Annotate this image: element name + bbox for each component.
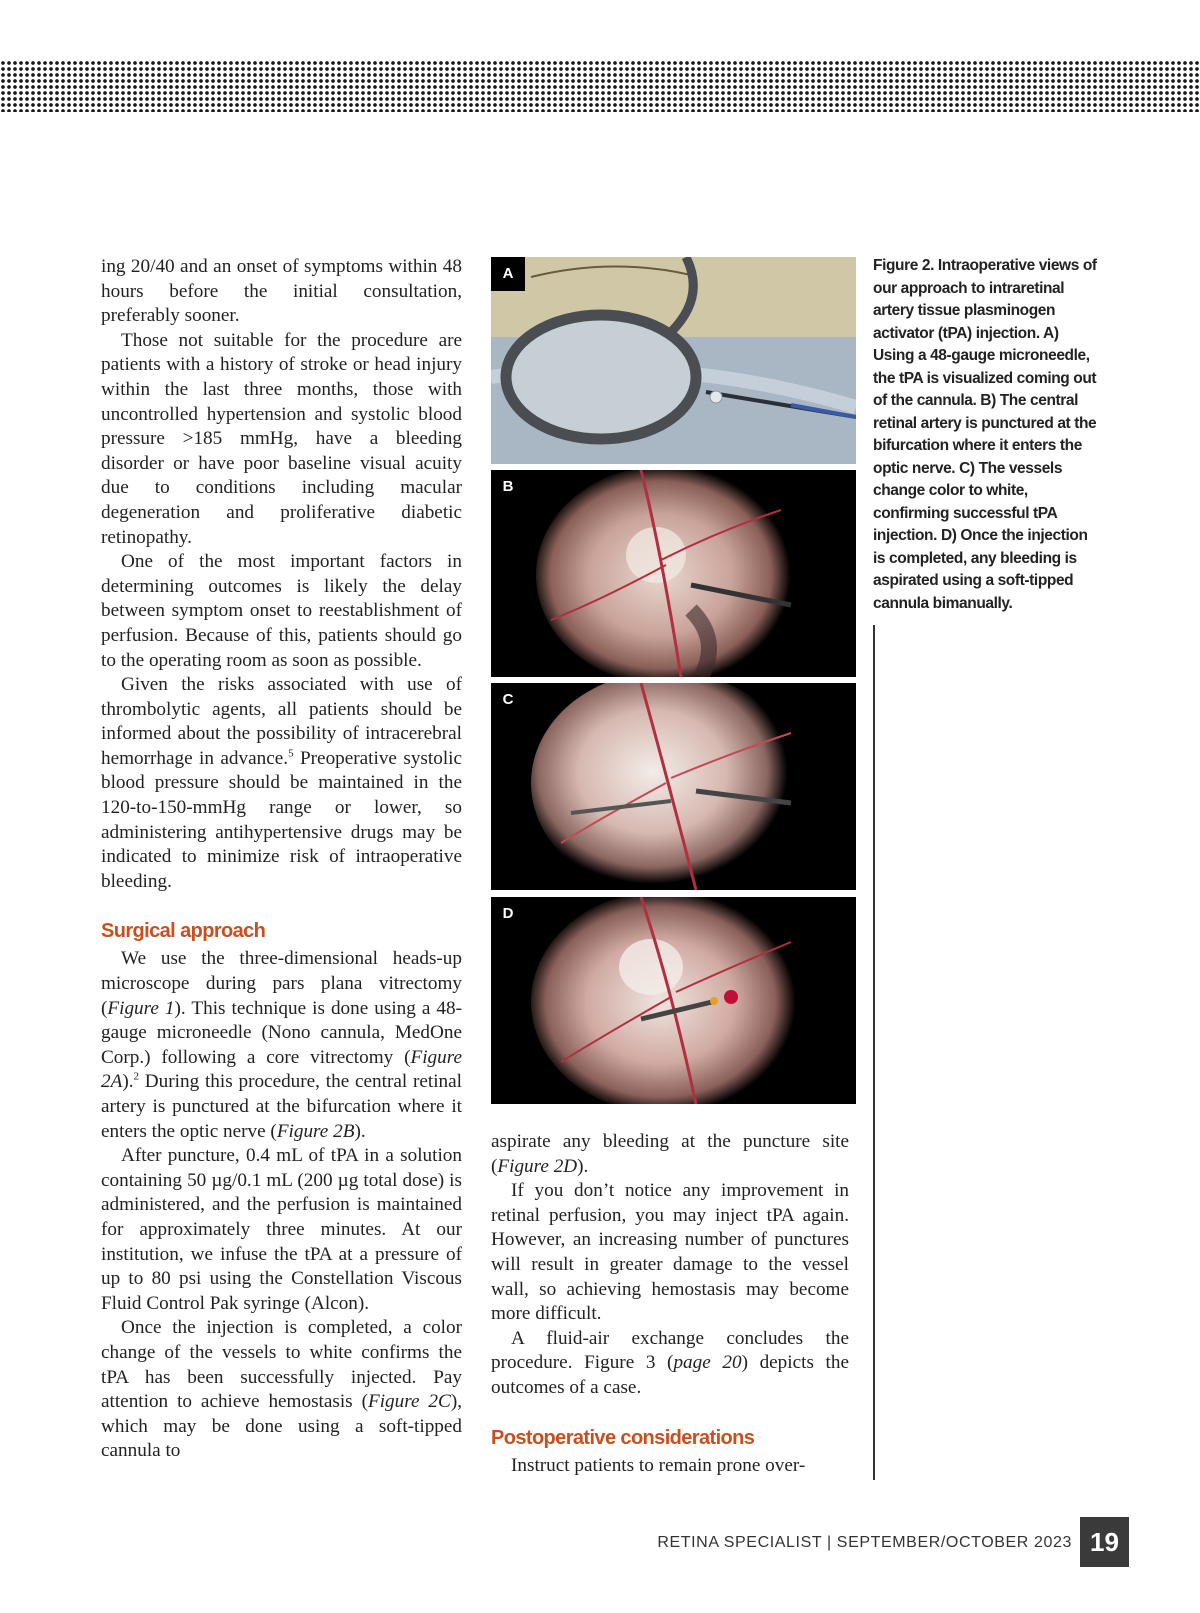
panel-label: B xyxy=(491,470,525,504)
dotted-header-band xyxy=(0,60,1200,112)
figure-panel-c-photo xyxy=(491,683,856,890)
reference-superscript: 2 xyxy=(133,1071,140,1084)
panel-label: D xyxy=(491,897,525,931)
page-number: 19 xyxy=(1080,1517,1129,1567)
text-run: ). This technique is done using a 48-gauge microneedle (Nono cannula, MedOne Corp.) following a core vitrectomy ( xyxy=(101,997,463,1068)
figure-reference: Figure 2A xyxy=(101,1046,462,1093)
text-run: ) depicts the outcomes of a case. xyxy=(491,1352,849,1398)
text-run: Preoperative systolic blood pressure should be maintained in the 120-to-150-mmHg range or lower, so administering antihypertensive drugs may be indicated to minimize risk of intraoperative bleeding. xyxy=(101,747,463,892)
paragraph: Instruct patients to remain prone over- xyxy=(511,1454,806,1476)
fundus-view-illustration xyxy=(491,683,856,890)
figure-reference: Figure 2C xyxy=(367,1391,451,1413)
figure-panel-a-photo xyxy=(491,257,856,464)
surgical-field-illustration xyxy=(491,257,856,464)
text-run: Given the risks associated with use of thrombolytic agents, all patients should be informed about the possibility of intracerebral hemorrhage in advance. xyxy=(101,674,462,769)
paragraph: After puncture, 0.4 mL of tPA in a solution containing 50 µg/0.1 mL (200 µg total dose) is administered, and the perfusion is maintained for approximately three minutes. At our institution, we infuse the tPA at a pressure of up to 80 psi using the Constellation Viscous Fluid Control Pak syringe (Alcon). xyxy=(101,1145,462,1314)
figure-panel-b-photo xyxy=(491,470,856,677)
paragraph xyxy=(491,1130,849,1179)
paragraph xyxy=(101,1316,462,1464)
section-heading-surgical-approach: Surgical approach xyxy=(101,920,266,943)
figure-caption: Figure 2. Intraoperative views of our approach to intraretinal artery tissue plasminogen activator (tPA) injection. A) Using a 48-gauge microneedle, the tPA is visualized coming out of the cannula. B) The central retinal artery is punctured at the bifurcation where it enters the optic nerve. C) The vessels change color to white, confirming successful tPA injection. D) Once the injection is completed, any bleeding is aspirated using a soft-tipped cannula bimanually. xyxy=(873,257,1097,612)
text-run: We use the three-dimensional heads-up microscope during pars plana vitrectomy ( xyxy=(101,948,462,1019)
figure-reference: Figure 2D xyxy=(497,1155,578,1177)
text-run: ), which may be done using a soft-tipped cannula to xyxy=(101,1391,462,1462)
panel-label: C xyxy=(491,683,525,717)
fundus-view-illustration xyxy=(491,897,856,1104)
panel-label: A xyxy=(491,257,525,291)
page-reference: page 20 xyxy=(673,1352,742,1374)
reference-superscript: 5 xyxy=(288,747,294,760)
figure-reference: Figure 1 xyxy=(107,997,175,1019)
footer-publication: RETINA SPECIALIST | SEPTEMBER/OCTOBER 2023 xyxy=(657,1534,1072,1551)
paragraph: Those not suitable for the procedure are patients with a history of stroke or head injury within the last three months, those with uncontrolled hypertension and systolic blood pressure >185 mmHg, have a bleeding disorder or have poor baseline visual acuity due to conditions including macular degeneration and proliferative diabetic retinopathy. xyxy=(101,329,462,548)
paragraph xyxy=(101,673,462,894)
figure-reference: Figure 2B xyxy=(276,1120,355,1142)
vertical-divider xyxy=(873,625,875,1480)
text-run: A fluid-air exchange concludes the procedure. Figure 3 ( xyxy=(491,1327,849,1374)
text-run: aspirate any bleeding at the puncture site ( xyxy=(491,1131,849,1177)
text-run: Once the injection is completed, a color change of the vessels to white confirms the tPA has been successfully injected. Pay attention to achieve hemostasis ( xyxy=(101,1317,462,1413)
text-run: During this procedure, the central retinal artery is punctured at the bifurcation where it enters the optic nerve ( xyxy=(101,1071,462,1142)
paragraph: ing 20/40 and an onset of symptoms within 48 hours before the initial consultation, preferably sooner. xyxy=(101,256,462,327)
paragraph xyxy=(491,1327,849,1401)
text-column-middle xyxy=(491,1130,849,1478)
paragraph xyxy=(101,947,462,1144)
figure-panel-d-photo xyxy=(491,897,856,1104)
text-run: ). xyxy=(122,1071,134,1093)
text-run: ). xyxy=(354,1120,366,1142)
paragraph: If you don’t notice any improvement in retinal perfusion, you may inject tPA again. However, an increasing number of punctures will result in greater damage to the vessel wall, so achieving hemostasis may become more difficult. xyxy=(491,1180,849,1325)
paragraph: One of the most important factors in determining outcomes is likely the delay between symptom onset to reestablishment of perfusion. Because of this, patients should go to the operating room as soon as possible. xyxy=(101,551,462,671)
text-column-left xyxy=(101,255,462,1464)
section-heading-postoperative: Postoperative considerations xyxy=(491,1426,755,1449)
fundus-view-illustration xyxy=(491,470,856,677)
text-run: ). xyxy=(577,1155,589,1177)
